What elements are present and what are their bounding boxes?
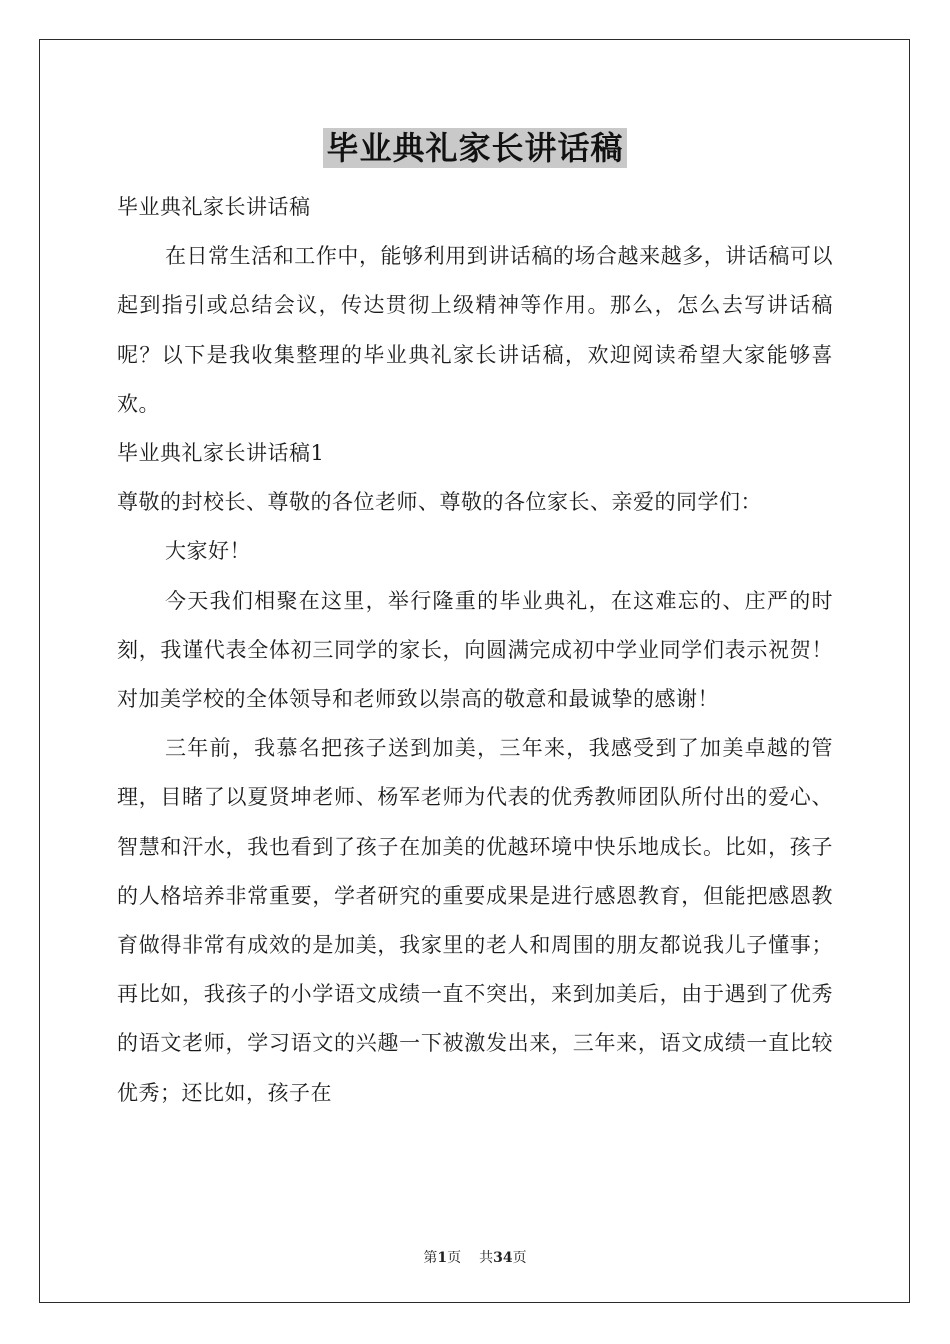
- paragraph-section-heading: 毕业典礼家长讲话稿1: [117, 441, 325, 466]
- document-body: [117, 183, 833, 1118]
- paragraph-intro: 在日常生活和工作中，能够利用到讲话稿的场合越来越多，讲话稿可以起到指引或总结会议，传达贯彻上级精神等作用。那么，怎么去写讲话稿呢？以下是我收集整理的毕业典礼家长讲话稿，欢迎阅读希望大家能够喜欢。: [117, 244, 833, 416]
- document-title-text: 毕业典礼家长讲话稿: [323, 128, 626, 168]
- paragraph-greeting: 大家好！: [165, 539, 251, 564]
- total-prefix: 共: [479, 1250, 494, 1266]
- page-suffix: 页: [447, 1250, 462, 1266]
- document-title: [0, 128, 950, 168]
- paragraph-salutation: 尊敬的封校长、尊敬的各位老师、尊敬的各位家长、亲爱的同学们：: [117, 490, 762, 515]
- paragraph-subtitle: 毕业典礼家长讲话稿: [117, 195, 311, 219]
- paragraph-body-1: 今天我们相聚在这里，举行隆重的毕业典礼，在这难忘的、庄严的时刻，我谨代表全体初三同学的家长，向圆满完成初中学业同学们表示祝贺！对加美学校的全体领导和老师致以崇高的敬意和最诚挚的感谢！: [117, 588, 833, 712]
- page-footer: [0, 1247, 950, 1267]
- total-suffix: 页: [512, 1250, 527, 1266]
- page-current: 1: [437, 1250, 448, 1266]
- paragraph-body-2: 三年前，我慕名把孩子送到加美，三年来，我感受到了加美卓越的管理，目睹了以夏贤坤老师、杨军老师为代表的优秀教师团队所付出的爱心、智慧和汗水，我也看到了孩子在加美的优越环境中快乐地成长。比如，孩子的人格培养非常重要，学者研究的重要成果是进行感恩教育，但能把感恩教育做得非常有成效的是加美，我家里的老人和周围的朋友都说我儿子懂事；再比如，我孩子的小学语文成绩一直不突出，来到加美后，由于遇到了优秀的语文老师，学习语文的兴趣一下被激发出来，三年来，语文成绩一直比较优秀；还比如，孩子在: [117, 736, 833, 1105]
- page-prefix: 第: [423, 1250, 438, 1266]
- page-total: 34: [493, 1250, 513, 1266]
